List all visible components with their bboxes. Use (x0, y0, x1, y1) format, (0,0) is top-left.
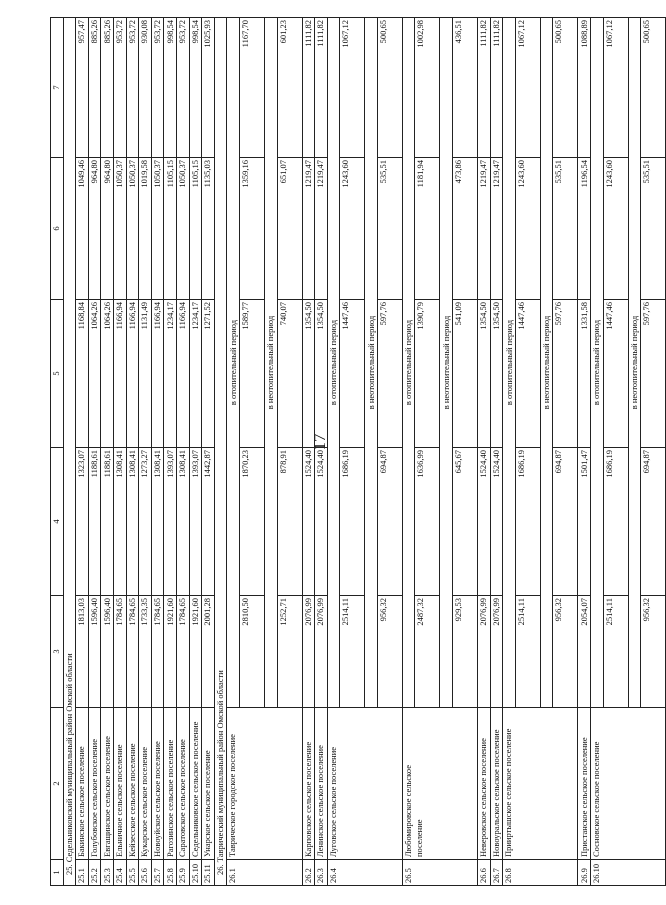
row-number: 25.1 (76, 860, 89, 886)
settlement-name: Новоуйское сельское поселение (151, 708, 164, 860)
value-cell: 1219,47 (490, 158, 503, 300)
settlement-name: Бакинское сельское поселение (76, 708, 89, 860)
row-number: 25.11 (202, 860, 215, 886)
value-cell: 1308,41 (113, 448, 126, 596)
value-cell: 1243,60 (340, 158, 365, 300)
settlement-name: Голубовское сельское поселение (88, 708, 101, 860)
value-cell: 1354,50 (302, 300, 315, 448)
value-cell: 2076,99 (302, 596, 315, 708)
settlement-name: Неверовское сельское поселение (478, 708, 491, 860)
value-cell: 1273,27 (139, 448, 152, 596)
table-row (202, 18, 215, 886)
value-cell: 2810,50 (239, 596, 264, 708)
table-row (478, 18, 491, 886)
value-cell: 1105,15 (189, 158, 202, 300)
value-cell: 953,72 (151, 18, 164, 158)
table-rotator (50, 18, 652, 886)
value-cell: 740,07 (277, 300, 302, 448)
column-number: 6 (51, 158, 64, 300)
value-cell: 651,07 (277, 158, 302, 300)
table-row (76, 18, 89, 886)
section-title-row (63, 18, 76, 886)
period-label-heating: в отопительный период (503, 18, 516, 708)
value-cell: 1167,70 (239, 18, 264, 158)
value-cell: 2514,11 (515, 596, 540, 708)
tariff-table (50, 17, 666, 886)
value-cell: 1308,41 (126, 448, 139, 596)
value-cell: 1354,50 (315, 300, 328, 448)
table-row (315, 18, 328, 886)
value-cell: 601,23 (277, 18, 302, 158)
value-cell: 1111,82 (315, 18, 328, 158)
table-row (490, 18, 503, 886)
value-cell: 1234,17 (164, 300, 177, 448)
section-title-row (214, 18, 227, 886)
value-cell: 1524,40 (490, 448, 503, 596)
value-cell: 645,67 (453, 448, 478, 596)
column-number: 7 (51, 18, 64, 158)
table-row (578, 18, 591, 886)
table-row (139, 18, 152, 886)
value-cell: 1064,26 (101, 300, 114, 448)
row-number: 25.10 (189, 860, 202, 886)
value-cell: 1359,16 (239, 158, 264, 300)
value-cell: 956,32 (377, 596, 402, 708)
value-cell: 1921,60 (189, 596, 202, 708)
column-number: 3 (51, 596, 64, 708)
table-body (51, 18, 666, 886)
settlement-name: Пристанское сельское поселение (578, 708, 591, 860)
value-cell: 1393,07 (164, 448, 177, 596)
row-number: 25.9 (176, 860, 189, 886)
period-label-heating: в отопительный период (327, 18, 340, 708)
settlement-name: Саратовское сельское поселение (176, 708, 189, 860)
value-cell: 1050,37 (126, 158, 139, 300)
page-number: 17 (310, 433, 329, 451)
period-label-row (591, 18, 604, 886)
value-cell: 500,65 (641, 18, 666, 158)
row-number: 26.4 (327, 860, 402, 886)
value-cell: 597,76 (377, 300, 402, 448)
value-cell: 1501,47 (578, 448, 591, 596)
value-cell: 1219,47 (302, 158, 315, 300)
value-cell: 535,51 (553, 158, 578, 300)
value-cell: 1252,71 (277, 596, 302, 708)
settlement-name: Кейзесское сельское поселение (126, 708, 139, 860)
value-cell: 1181,94 (415, 158, 440, 300)
value-cell: 1524,40 (315, 448, 328, 596)
table-row (101, 18, 114, 886)
settlement-name (402, 708, 477, 860)
value-cell: 953,72 (113, 18, 126, 158)
period-label-nonheating: в неотопительный период (440, 18, 453, 708)
value-cell: 964,80 (101, 158, 114, 300)
value-cell: 1308,41 (151, 448, 164, 596)
settlement-name: Кукарское сельское поселение (139, 708, 152, 860)
value-cell: 2076,99 (490, 596, 503, 708)
value-cell: 2076,99 (478, 596, 491, 708)
value-cell: 500,65 (377, 18, 402, 158)
value-cell: 541,09 (453, 300, 478, 448)
period-label-nonheating: в неотопительный период (365, 18, 378, 708)
value-cell: 953,72 (176, 18, 189, 158)
column-number: 5 (51, 300, 64, 448)
value-cell: 1354,50 (478, 300, 491, 448)
value-cell: 1049,46 (76, 158, 89, 300)
value-cell: 1390,79 (415, 300, 440, 448)
settlement-name: Новоуральское сельское поселение (490, 708, 503, 860)
value-cell: 1323,07 (76, 448, 89, 596)
value-cell: 1135,03 (202, 158, 215, 300)
period-label-nonheating: в неотопительный период (628, 18, 641, 708)
column-number: 1 (51, 860, 64, 886)
value-cell: 1393,07 (189, 448, 202, 596)
row-number: 25.5 (126, 860, 139, 886)
value-cell: 1234,17 (189, 300, 202, 448)
value-cell: 885,26 (101, 18, 114, 158)
value-cell: 1733,35 (139, 596, 152, 708)
value-cell: 956,32 (641, 596, 666, 708)
value-cell: 694,87 (553, 448, 578, 596)
settlement-name-line: Сосновское сельское поселение (591, 741, 602, 857)
settlement-name: Ленинское сельское поселение (315, 708, 328, 860)
period-label-heating: в отопительный период (227, 18, 240, 708)
value-cell: 1166,94 (113, 300, 126, 448)
value-cell: 1105,15 (164, 158, 177, 300)
settlement-name: Унарское сельское поселение (202, 708, 215, 860)
value-cell: 1447,46 (340, 300, 365, 448)
value-cell: 1271,52 (202, 300, 215, 448)
value-cell: 1870,23 (239, 448, 264, 596)
value-cell: 1050,37 (151, 158, 164, 300)
value-cell: 1636,99 (415, 448, 440, 596)
value-cell: 1686,19 (603, 448, 628, 596)
value-cell: 1447,46 (515, 300, 540, 448)
value-cell: 1243,60 (603, 158, 628, 300)
value-cell: 436,51 (453, 18, 478, 158)
value-cell: 885,26 (88, 18, 101, 158)
period-label-heating: в отопительный период (591, 18, 604, 708)
settlement-name-line: Луговское сельское поселение (327, 746, 338, 857)
value-cell: 953,72 (126, 18, 139, 158)
value-cell: 957,47 (76, 18, 89, 158)
row-number: 26.6 (478, 860, 491, 886)
settlement-name (503, 708, 578, 860)
period-label-heating: в отопительный период (402, 18, 415, 708)
value-cell: 1064,26 (88, 300, 101, 448)
table-row (176, 18, 189, 886)
value-cell: 878,91 (277, 448, 302, 596)
period-label-nonheating: в неотопительный период (540, 18, 553, 708)
row-number: 26.9 (578, 860, 591, 886)
value-cell: 1088,89 (578, 18, 591, 158)
value-cell: 1596,40 (88, 596, 101, 708)
value-cell: 1354,50 (490, 300, 503, 448)
settlement-name-line: Таврическое городское поселение (227, 734, 238, 857)
value-cell: 1025,93 (202, 18, 215, 158)
value-cell: 1813,03 (76, 596, 89, 708)
value-cell: 1019,58 (139, 158, 152, 300)
value-cell: 1111,82 (302, 18, 315, 158)
value-cell: 1447,46 (603, 300, 628, 448)
value-cell: 1111,82 (478, 18, 491, 158)
settlement-name (327, 708, 402, 860)
settlement-name: Карповское сельское поселение (302, 708, 315, 860)
settlement-name: Ельничное сельское поселение (113, 708, 126, 860)
value-cell: 597,76 (641, 300, 666, 448)
value-cell: 1921,60 (164, 596, 177, 708)
value-cell: 1196,54 (578, 158, 591, 300)
row-number: 25.8 (164, 860, 177, 886)
table-row (164, 18, 177, 886)
value-cell: 2514,11 (603, 596, 628, 708)
row-number: 26.1 (227, 860, 302, 886)
row-number: 26.3 (315, 860, 328, 886)
value-cell: 597,76 (553, 300, 578, 448)
value-cell: 1002,98 (415, 18, 440, 158)
period-label-row (503, 18, 516, 886)
value-cell: 1067,12 (340, 18, 365, 158)
value-cell: 1166,94 (126, 300, 139, 448)
value-cell: 535,51 (377, 158, 402, 300)
value-cell: 1219,47 (315, 158, 328, 300)
settlement-name (591, 708, 666, 860)
value-cell: 1168,84 (76, 300, 89, 448)
period-label-row (227, 18, 240, 886)
value-cell: 1686,19 (340, 448, 365, 596)
value-cell: 1131,49 (139, 300, 152, 448)
value-cell: 1308,41 (176, 448, 189, 596)
value-cell: 1784,65 (176, 596, 189, 708)
settlement-name: Седельниковское сельское поселение (189, 708, 202, 860)
value-cell: 930,08 (139, 18, 152, 158)
column-number: 4 (51, 448, 64, 596)
row-number: 26.2 (302, 860, 315, 886)
period-label-nonheating: в неотопительный период (264, 18, 277, 708)
column-number-row (51, 18, 64, 886)
value-cell: 1331,58 (578, 300, 591, 448)
value-cell: 2514,11 (340, 596, 365, 708)
value-cell: 1686,19 (515, 448, 540, 596)
period-label-row (327, 18, 340, 886)
value-cell: 1166,94 (176, 300, 189, 448)
value-cell: 1784,65 (126, 596, 139, 708)
settlement-name-line: Прииртышское сельское поселение (503, 728, 514, 857)
row-number: 25.6 (139, 860, 152, 886)
table-row (126, 18, 139, 886)
value-cell: 500,65 (553, 18, 578, 158)
value-cell: 1524,40 (302, 448, 315, 596)
value-cell: 1050,37 (113, 158, 126, 300)
value-cell: 1050,37 (176, 158, 189, 300)
value-cell: 1784,65 (151, 596, 164, 708)
value-cell: 2054,07 (578, 596, 591, 708)
value-cell: 1784,65 (113, 596, 126, 708)
section-title: 26. Таврический муниципальный район Омской области (214, 18, 227, 886)
settlement-name (227, 708, 302, 860)
period-label-row (402, 18, 415, 886)
table-row (113, 18, 126, 886)
row-number: 25.2 (88, 860, 101, 886)
value-cell: 694,87 (641, 448, 666, 596)
row-number: 25.7 (151, 860, 164, 886)
value-cell: 964,80 (88, 158, 101, 300)
value-cell: 1067,12 (603, 18, 628, 158)
row-number: 25.4 (113, 860, 126, 886)
value-cell: 535,51 (641, 158, 666, 300)
value-cell: 1111,82 (490, 18, 503, 158)
row-number: 25.3 (101, 860, 114, 886)
column-number: 2 (51, 708, 64, 860)
value-cell: 1219,47 (478, 158, 491, 300)
value-cell: 694,87 (377, 448, 402, 596)
section-title: 25. Седельниковский муниципальный район Омской области (63, 18, 76, 886)
value-cell: 1188,61 (101, 448, 114, 596)
table-row (151, 18, 164, 886)
value-cell: 1188,61 (88, 448, 101, 596)
settlement-name: Евгащинское сельское поселение (101, 708, 114, 860)
value-cell: 473,86 (453, 158, 478, 300)
value-cell: 1524,40 (478, 448, 491, 596)
rotated-table-frame (50, 18, 652, 886)
value-cell: 1067,12 (515, 18, 540, 158)
settlement-name: Рагозинское сельское поселение (164, 708, 177, 860)
value-cell: 1166,94 (151, 300, 164, 448)
table-row (302, 18, 315, 886)
row-number: 26.5 (402, 860, 477, 886)
value-cell: 1442,87 (202, 448, 215, 596)
value-cell: 2076,99 (315, 596, 328, 708)
value-cell: 1596,40 (101, 596, 114, 708)
settlement-name-line: Любомировское сельское (402, 764, 413, 857)
value-cell: 2487,32 (415, 596, 440, 708)
value-cell: 2001,28 (202, 596, 215, 708)
row-number: 26.10 (591, 860, 666, 886)
value-cell: 1589,77 (239, 300, 264, 448)
value-cell: 998,54 (189, 18, 202, 158)
value-cell: 998,54 (164, 18, 177, 158)
settlement-name-line: поселение (413, 819, 424, 857)
row-number: 26.8 (503, 860, 578, 886)
value-cell: 956,32 (553, 596, 578, 708)
value-cell: 1243,60 (515, 158, 540, 300)
table-row (189, 18, 202, 886)
row-number: 26.7 (490, 860, 503, 886)
table-row (88, 18, 101, 886)
value-cell: 929,53 (453, 596, 478, 708)
